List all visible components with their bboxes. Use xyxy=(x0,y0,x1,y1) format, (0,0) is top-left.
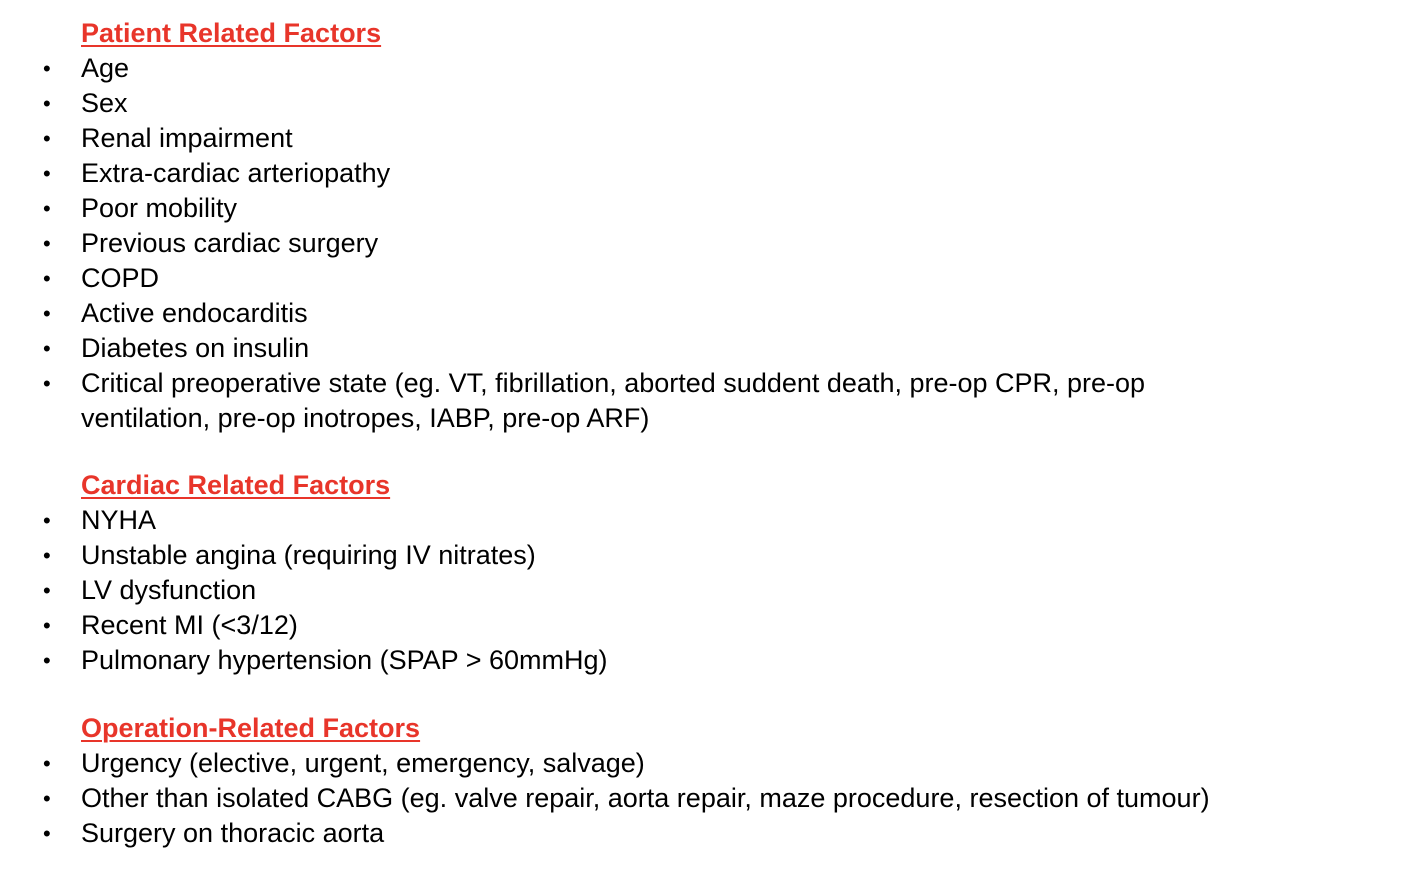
bullet-icon: • xyxy=(43,126,51,151)
list-item: • Diabetes on insulin xyxy=(0,331,1281,366)
list-item: • Active endocarditis xyxy=(0,296,1281,331)
list-item: • LV dysfunction xyxy=(0,573,1281,608)
bullet-icon: • xyxy=(43,231,51,256)
bullet-icon: • xyxy=(43,56,51,81)
bullet-icon: • xyxy=(43,648,51,673)
bullet-icon: • xyxy=(43,613,51,638)
section-heading: Operation-Related Factors xyxy=(81,713,421,743)
bullet-icon: • xyxy=(43,336,51,361)
list-item: • Sex xyxy=(0,86,1281,121)
list-item: • Age xyxy=(0,51,1281,86)
list-item: • Critical preoperative state (eg. VT, fibrillation, aborted suddent death, pre-op CPR, pre-op ventilation, pre-op inotropes, IABP, pre-op ARF) xyxy=(43,368,1146,433)
list-item: • Previous cardiac surgery xyxy=(0,226,1281,261)
bullet-icon: • xyxy=(43,371,51,396)
section-heading: Cardiac Related Factors xyxy=(81,470,391,500)
list-item: • Surgery on thoracic aorta xyxy=(0,816,1281,851)
list-item: • Extra-cardiac arteriopathy xyxy=(0,156,1281,191)
factor-list xyxy=(0,51,1281,436)
list-item: • Recent MI (<3/12) xyxy=(0,608,1281,643)
list-item: • Unstable angina (requiring IV nitrates) xyxy=(0,538,1281,573)
bullet-icon: • xyxy=(43,508,51,533)
bullet-icon: • xyxy=(43,196,51,221)
bullet-icon: • xyxy=(43,91,51,116)
section-heading: Patient Related Factors xyxy=(81,18,382,48)
list-item: • Urgency (elective, urgent, emergency, salvage) xyxy=(0,746,1281,781)
bullet-icon: • xyxy=(43,751,51,776)
list-item: • NYHA xyxy=(0,503,1281,538)
list-item: • Renal impairment xyxy=(0,121,1281,156)
bullet-icon: • xyxy=(43,301,51,326)
list-item: • COPD xyxy=(0,261,1281,296)
list-item: • Pulmonary hypertension (SPAP > 60mmHg) xyxy=(0,643,1281,678)
list-item: • Other than isolated CABG (eg. valve repair, aorta repair, maze procedure, resection of tumour) xyxy=(0,781,1281,816)
bullet-icon: • xyxy=(43,161,51,186)
factor-list xyxy=(0,746,1281,851)
list-item: • Poor mobility xyxy=(0,191,1281,226)
bullet-icon: • xyxy=(43,543,51,568)
factor-list xyxy=(0,503,1281,678)
bullet-icon: • xyxy=(43,578,51,603)
bullet-icon: • xyxy=(43,821,51,846)
bullet-icon: • xyxy=(43,786,51,811)
bullet-icon: • xyxy=(43,266,51,291)
